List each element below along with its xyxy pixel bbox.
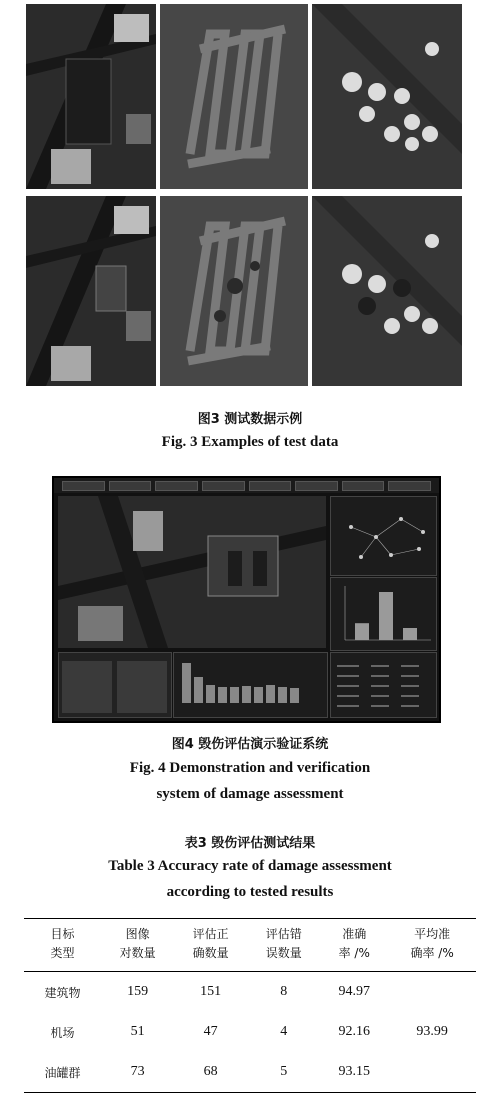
header-wrong-count: 评估错 误数量 (247, 919, 320, 972)
main-map-view (58, 496, 326, 648)
cell-rate: 94.97 (338, 984, 370, 999)
cell-type: 机场 (50, 1025, 75, 1040)
system-chart-bar (355, 623, 369, 640)
table-header-row (24, 919, 476, 972)
cell-pairs: 159 (127, 984, 149, 999)
table-row (24, 972, 476, 1013)
cell-wrong: 8 (280, 984, 288, 999)
table3-caption-en-line2: according to tested results (166, 884, 334, 900)
cell-type: 油罐群 (44, 1065, 81, 1080)
damage-rate-chart-panel (173, 652, 328, 718)
table3-caption-en-line1: Table 3 Accuracy rate of damage assessment (108, 858, 392, 874)
cell-wrong: 4 (280, 1024, 288, 1039)
cell-pairs: 51 (130, 1024, 145, 1039)
building-after-image (26, 196, 156, 386)
result-list-panel (330, 652, 437, 718)
system-menu-bar (54, 478, 439, 493)
table3-caption-cn: 表3 毁伤评估测试结果 (184, 836, 316, 851)
header-image-pairs: 图像 对数量 (101, 919, 174, 972)
building-before-image (26, 4, 156, 189)
system-chart-bar (403, 628, 417, 640)
cell-correct: 47 (203, 1024, 218, 1039)
header-average-accuracy: 平均准 确率 /% (388, 919, 476, 972)
damage-assessment-system-screenshot (52, 476, 441, 723)
cell-rate: 93.15 (338, 1064, 370, 1079)
relation-graph-panel (330, 496, 437, 576)
cell-correct: 151 (200, 984, 222, 999)
fig4-caption-cn: 图4 毁伤评估演示验证系统 (171, 737, 329, 752)
results-table (24, 918, 476, 1093)
oil-tank-before-image (312, 4, 462, 189)
fig3-caption-cn: 图3 测试数据示例 (197, 412, 303, 427)
header-target-type: 目标 类型 (24, 919, 101, 972)
fig3-caption-en: Fig. 3 Examples of test data (161, 434, 339, 450)
oil-tank-after-image (312, 196, 462, 386)
cell-rate: 92.16 (338, 1024, 370, 1039)
header-correct-count: 评估正 确数量 (174, 919, 247, 972)
cell-correct: 68 (203, 1064, 218, 1079)
cell-average: 93.99 (416, 1024, 448, 1039)
cell-type: 建筑物 (44, 985, 81, 1000)
header-accuracy: 准确 率 /% (320, 919, 388, 972)
system-chart-bar (379, 592, 393, 640)
fig4-caption-en-line1: Fig. 4 Demonstration and verification (129, 760, 371, 776)
fig4-caption-en-line2: system of damage assessment (156, 786, 344, 802)
thumbnail-panel (58, 652, 172, 718)
airport-before-image (160, 4, 308, 189)
statistics-bar-chart-panel (330, 577, 437, 651)
cell-wrong: 5 (280, 1064, 288, 1079)
cell-pairs: 73 (130, 1064, 145, 1079)
airport-after-image (160, 196, 308, 386)
